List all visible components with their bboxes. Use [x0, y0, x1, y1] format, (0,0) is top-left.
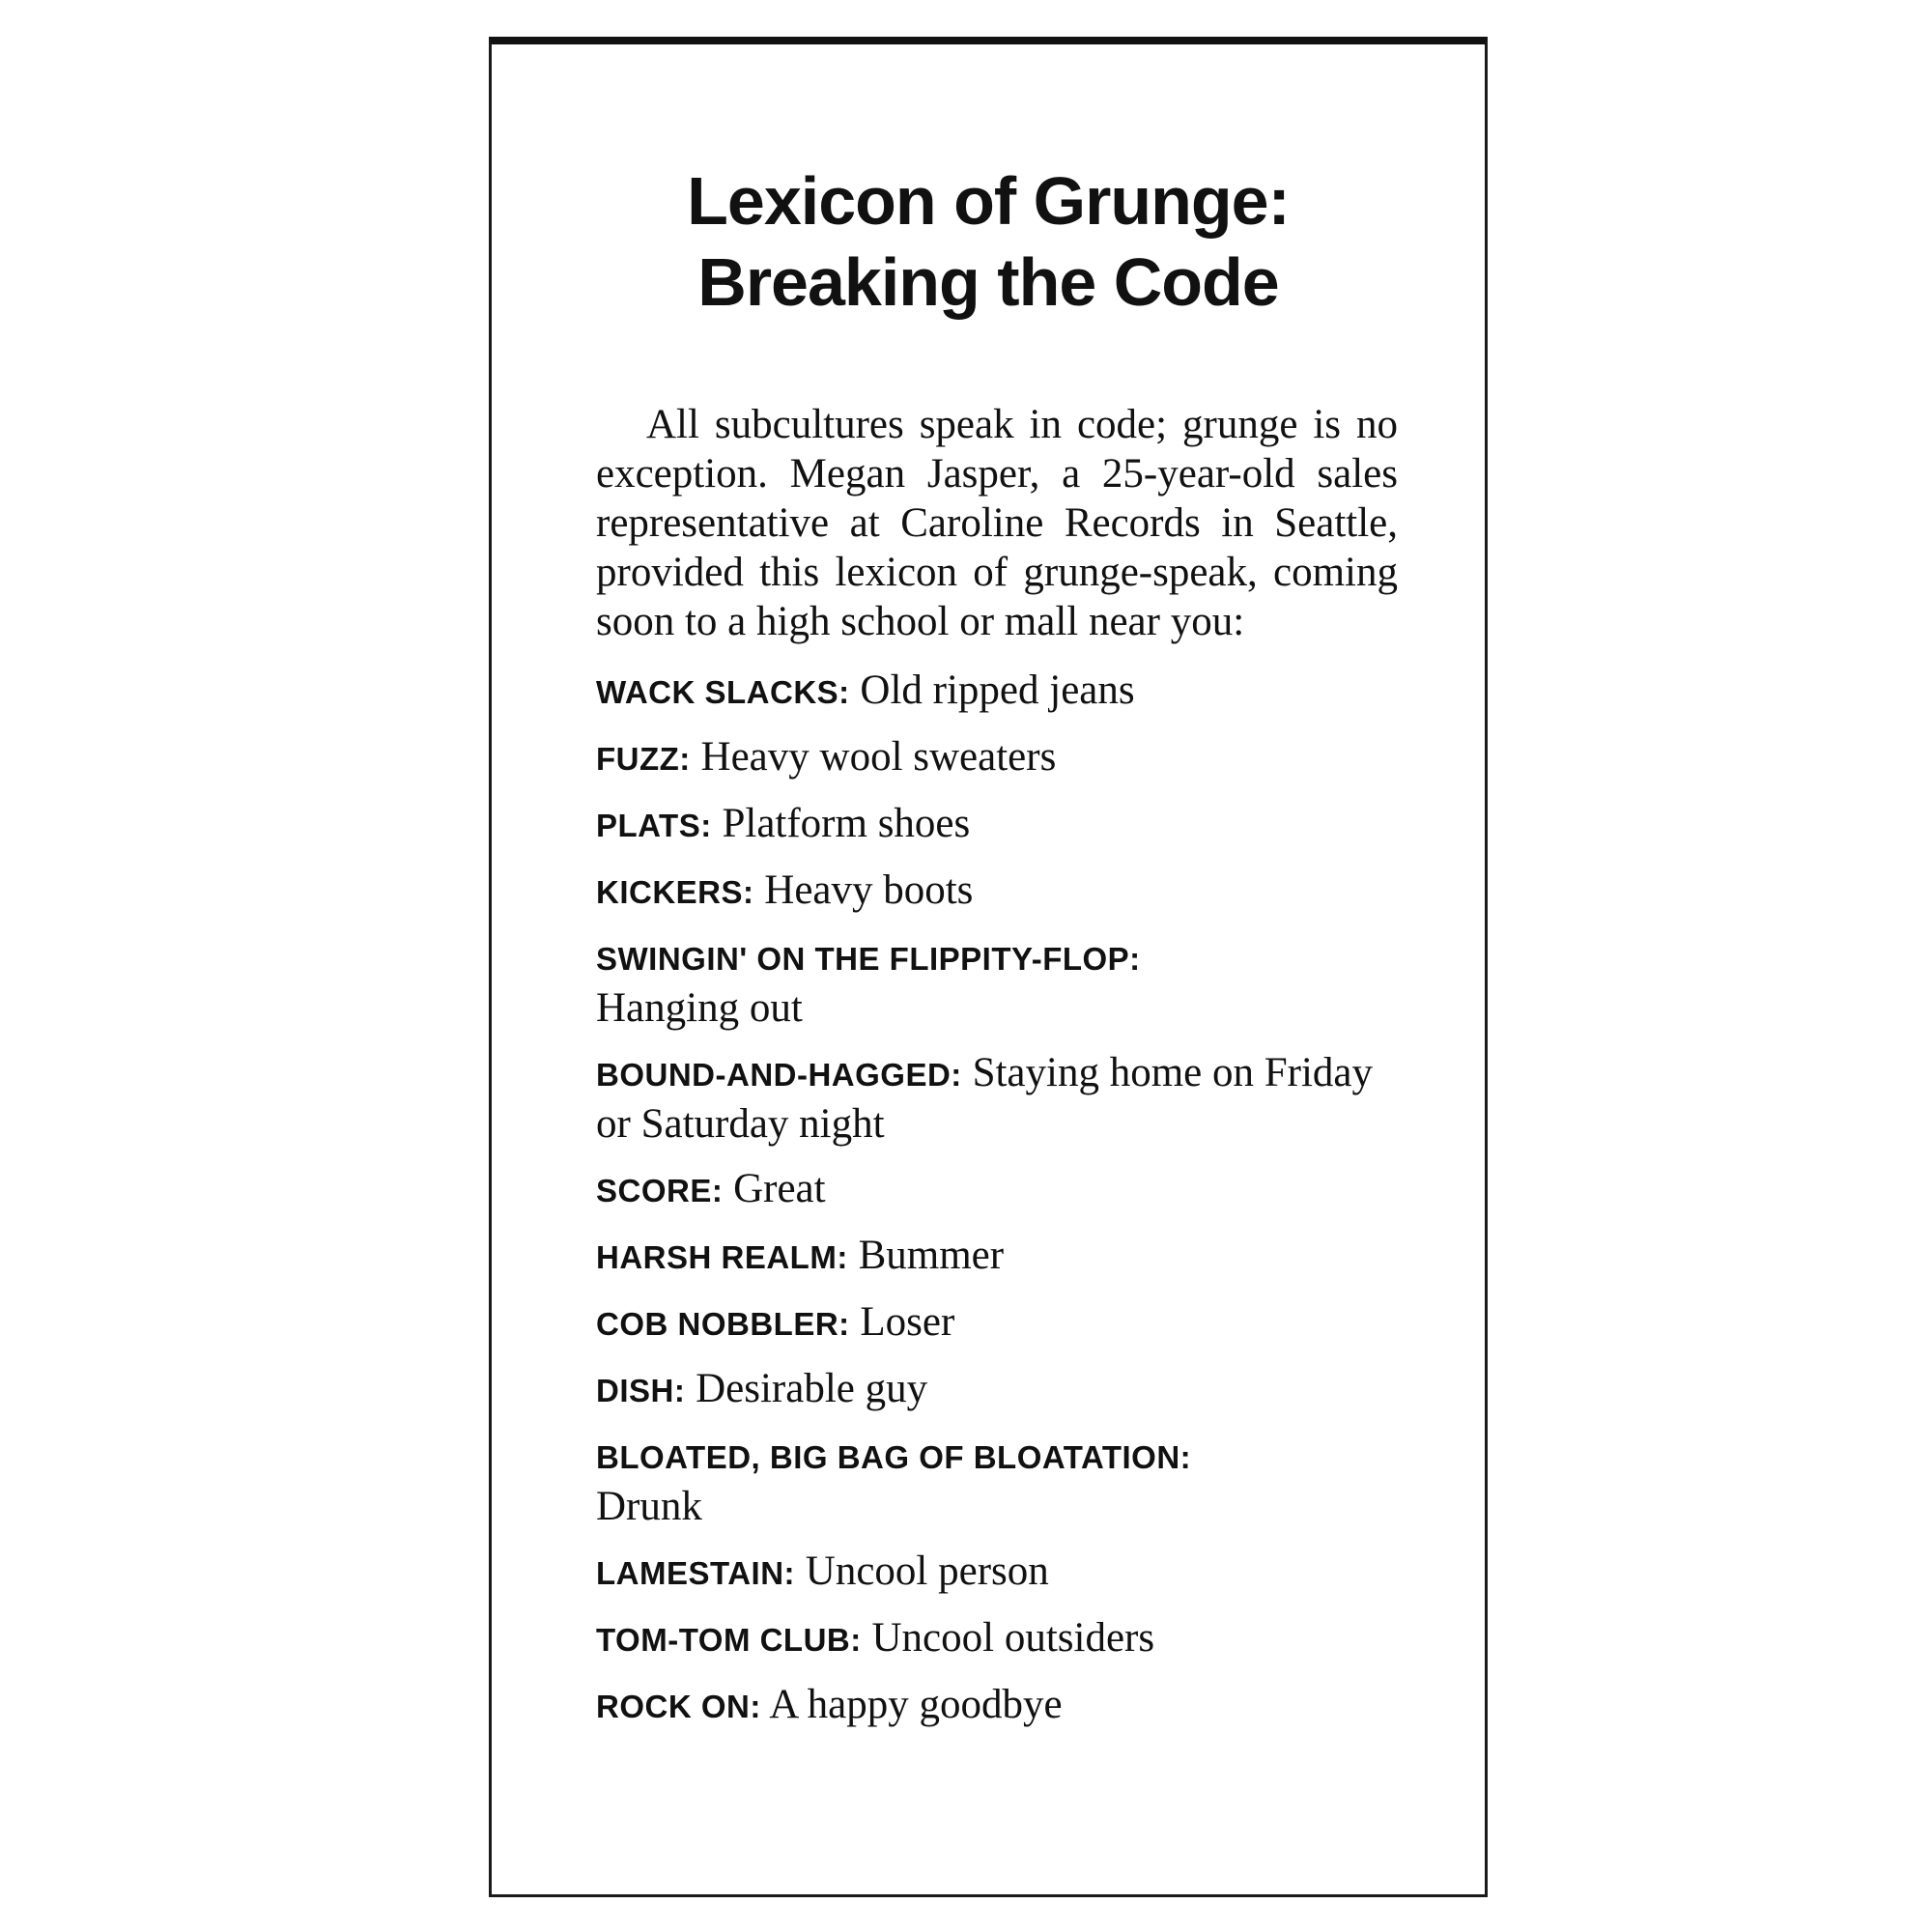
lexicon-term: KICKERS: [596, 874, 754, 910]
lexicon-definition: Great [733, 1166, 826, 1211]
lexicon-entry [596, 666, 1398, 717]
lexicon-entry [596, 1613, 1398, 1664]
lexicon-entry [596, 1231, 1398, 1282]
lexicon-entry [596, 1048, 1398, 1149]
article-body [596, 400, 1398, 1747]
lexicon-entry [596, 1680, 1398, 1731]
lexicon-definition: Hanging out [596, 985, 803, 1031]
headline [492, 160, 1485, 323]
lexicon-term: SCORE: [596, 1173, 724, 1208]
newspaper-clipping [489, 37, 1488, 1897]
lexicon-definition: Staying home on Friday or Saturday night [596, 1050, 1374, 1147]
lexicon-term: BLOATED, BIG BAG OF BLOATATION: [596, 1439, 1192, 1475]
lexicon-term: WACK SLACKS: [596, 674, 850, 710]
lexicon-entry [596, 1364, 1398, 1415]
lexicon-term: FUZZ: [596, 741, 691, 777]
lexicon-list [596, 666, 1398, 1731]
lexicon-term: PLATS: [596, 808, 712, 843]
lexicon-term: ROCK ON: [596, 1689, 761, 1724]
lexicon-definition: Heavy boots [764, 867, 974, 913]
intro-paragraph: All subcultures speak in code; grunge is no exception. Megan Jasper, a 25-year-old sales representative at Caroline Records in Seattle, provided this lexicon of grunge-speak, coming soon to a high school or mall near you: [596, 402, 1398, 644]
lexicon-definition: Uncool outsiders [871, 1615, 1155, 1661]
lexicon-entry [596, 1547, 1398, 1598]
lexicon-definition: Desirable guy [696, 1366, 928, 1411]
lexicon-entry [596, 1164, 1398, 1215]
lexicon-definition: Uncool person [805, 1548, 1049, 1594]
lexicon-entry [596, 1297, 1398, 1349]
lexicon-term: DISH: [596, 1373, 686, 1408]
lexicon-term: BOUND-AND-HAGGED: [596, 1057, 962, 1093]
lexicon-entry [596, 799, 1398, 850]
lexicon-entry [596, 932, 1398, 1033]
lexicon-term: COB NOBBLER: [596, 1306, 850, 1342]
lexicon-entry [596, 732, 1398, 783]
headline-line-1: Lexicon of Grunge: [687, 163, 1290, 239]
headline-line-2: Breaking the Code [697, 244, 1279, 320]
lexicon-definition: Platform shoes [722, 801, 971, 846]
lexicon-entry [596, 866, 1398, 917]
lexicon-entry [596, 1431, 1398, 1531]
lexicon-term: SWINGIN' ON THE FLIPPITY-FLOP: [596, 941, 1141, 977]
lexicon-definition: A happy goodbye [769, 1682, 1063, 1727]
lexicon-term: HARSH REALM: [596, 1239, 848, 1275]
lexicon-definition: Bummer [858, 1233, 1005, 1278]
lexicon-term: LAMESTAIN: [596, 1555, 796, 1591]
lexicon-definition: Heavy wool sweaters [700, 734, 1057, 780]
lexicon-definition: Loser [860, 1299, 955, 1345]
lexicon-definition: Drunk [596, 1484, 702, 1529]
lexicon-term: TOM-TOM CLUB: [596, 1622, 862, 1658]
lexicon-definition: Old ripped jeans [860, 668, 1135, 713]
